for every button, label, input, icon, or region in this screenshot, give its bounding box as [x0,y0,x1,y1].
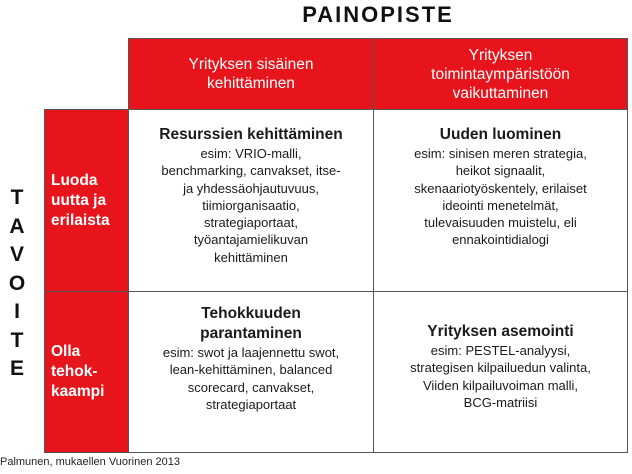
cell-company-positioning [373,291,628,453]
cell-creating-new [373,109,628,292]
cell-title: Resurssien kehittäminen [159,126,343,143]
cell-resource-development [128,109,374,292]
cell-body: esim: PESTEL-analyysi, strategisen kilpailuedun valinta, Viiden kilpailuvoiman malli, BCG-matriisi [410,343,591,410]
row-header-more-efficient: Olla tehok- kaampi [44,291,129,453]
axis-letter: A [9,214,25,238]
cell-title: Uuden luominen [439,126,562,143]
col-header-environment: Yrityksen toimintaympäristöön vaikuttaminen [373,38,628,110]
row-header-create-new: Luoda uutta ja erilaista [44,109,129,292]
axis-letter: V [9,243,24,266]
axis-letter: T [10,328,24,352]
cell-body: esim: sinisen meren strategia, heikot signaalit, skenaariotyöskentely, erilaiset ideointi menetelmät, tulevaisuuden muistelu, eli ennakointidialogi [414,146,587,248]
cell-body: esim: swot ja laajennettu swot, lean-kehittäminen, balanced scorecard, canvakset, strategiaportaat [162,345,340,412]
axis-letter: I [14,300,20,323]
cell-title: Tehokkuuden parantaminen [200,305,302,342]
cell-efficiency-improvement [128,291,374,453]
cell-title: Yrityksen asemointi [427,323,574,340]
axis-title-tavoite [6,184,28,384]
col-header-internal: Yrityksen sisäinen kehittäminen [128,38,374,110]
cell-body: esim: VRIO-malli, benchmarking, canvakset, itse- ja yhdessäohjautuvuus, tiimiorganisaatio, strategiaportaat, työantajamielikuvan kehittäminen [161,146,341,265]
axis-letter: E [9,357,24,380]
axis-letter: T [10,186,24,209]
source-credit: Palmunen, mukaellen Vuorinen 2013 [0,456,180,468]
axis-title-painopiste: PAINOPISTE [302,2,454,27]
axis-letter: O [8,271,26,295]
